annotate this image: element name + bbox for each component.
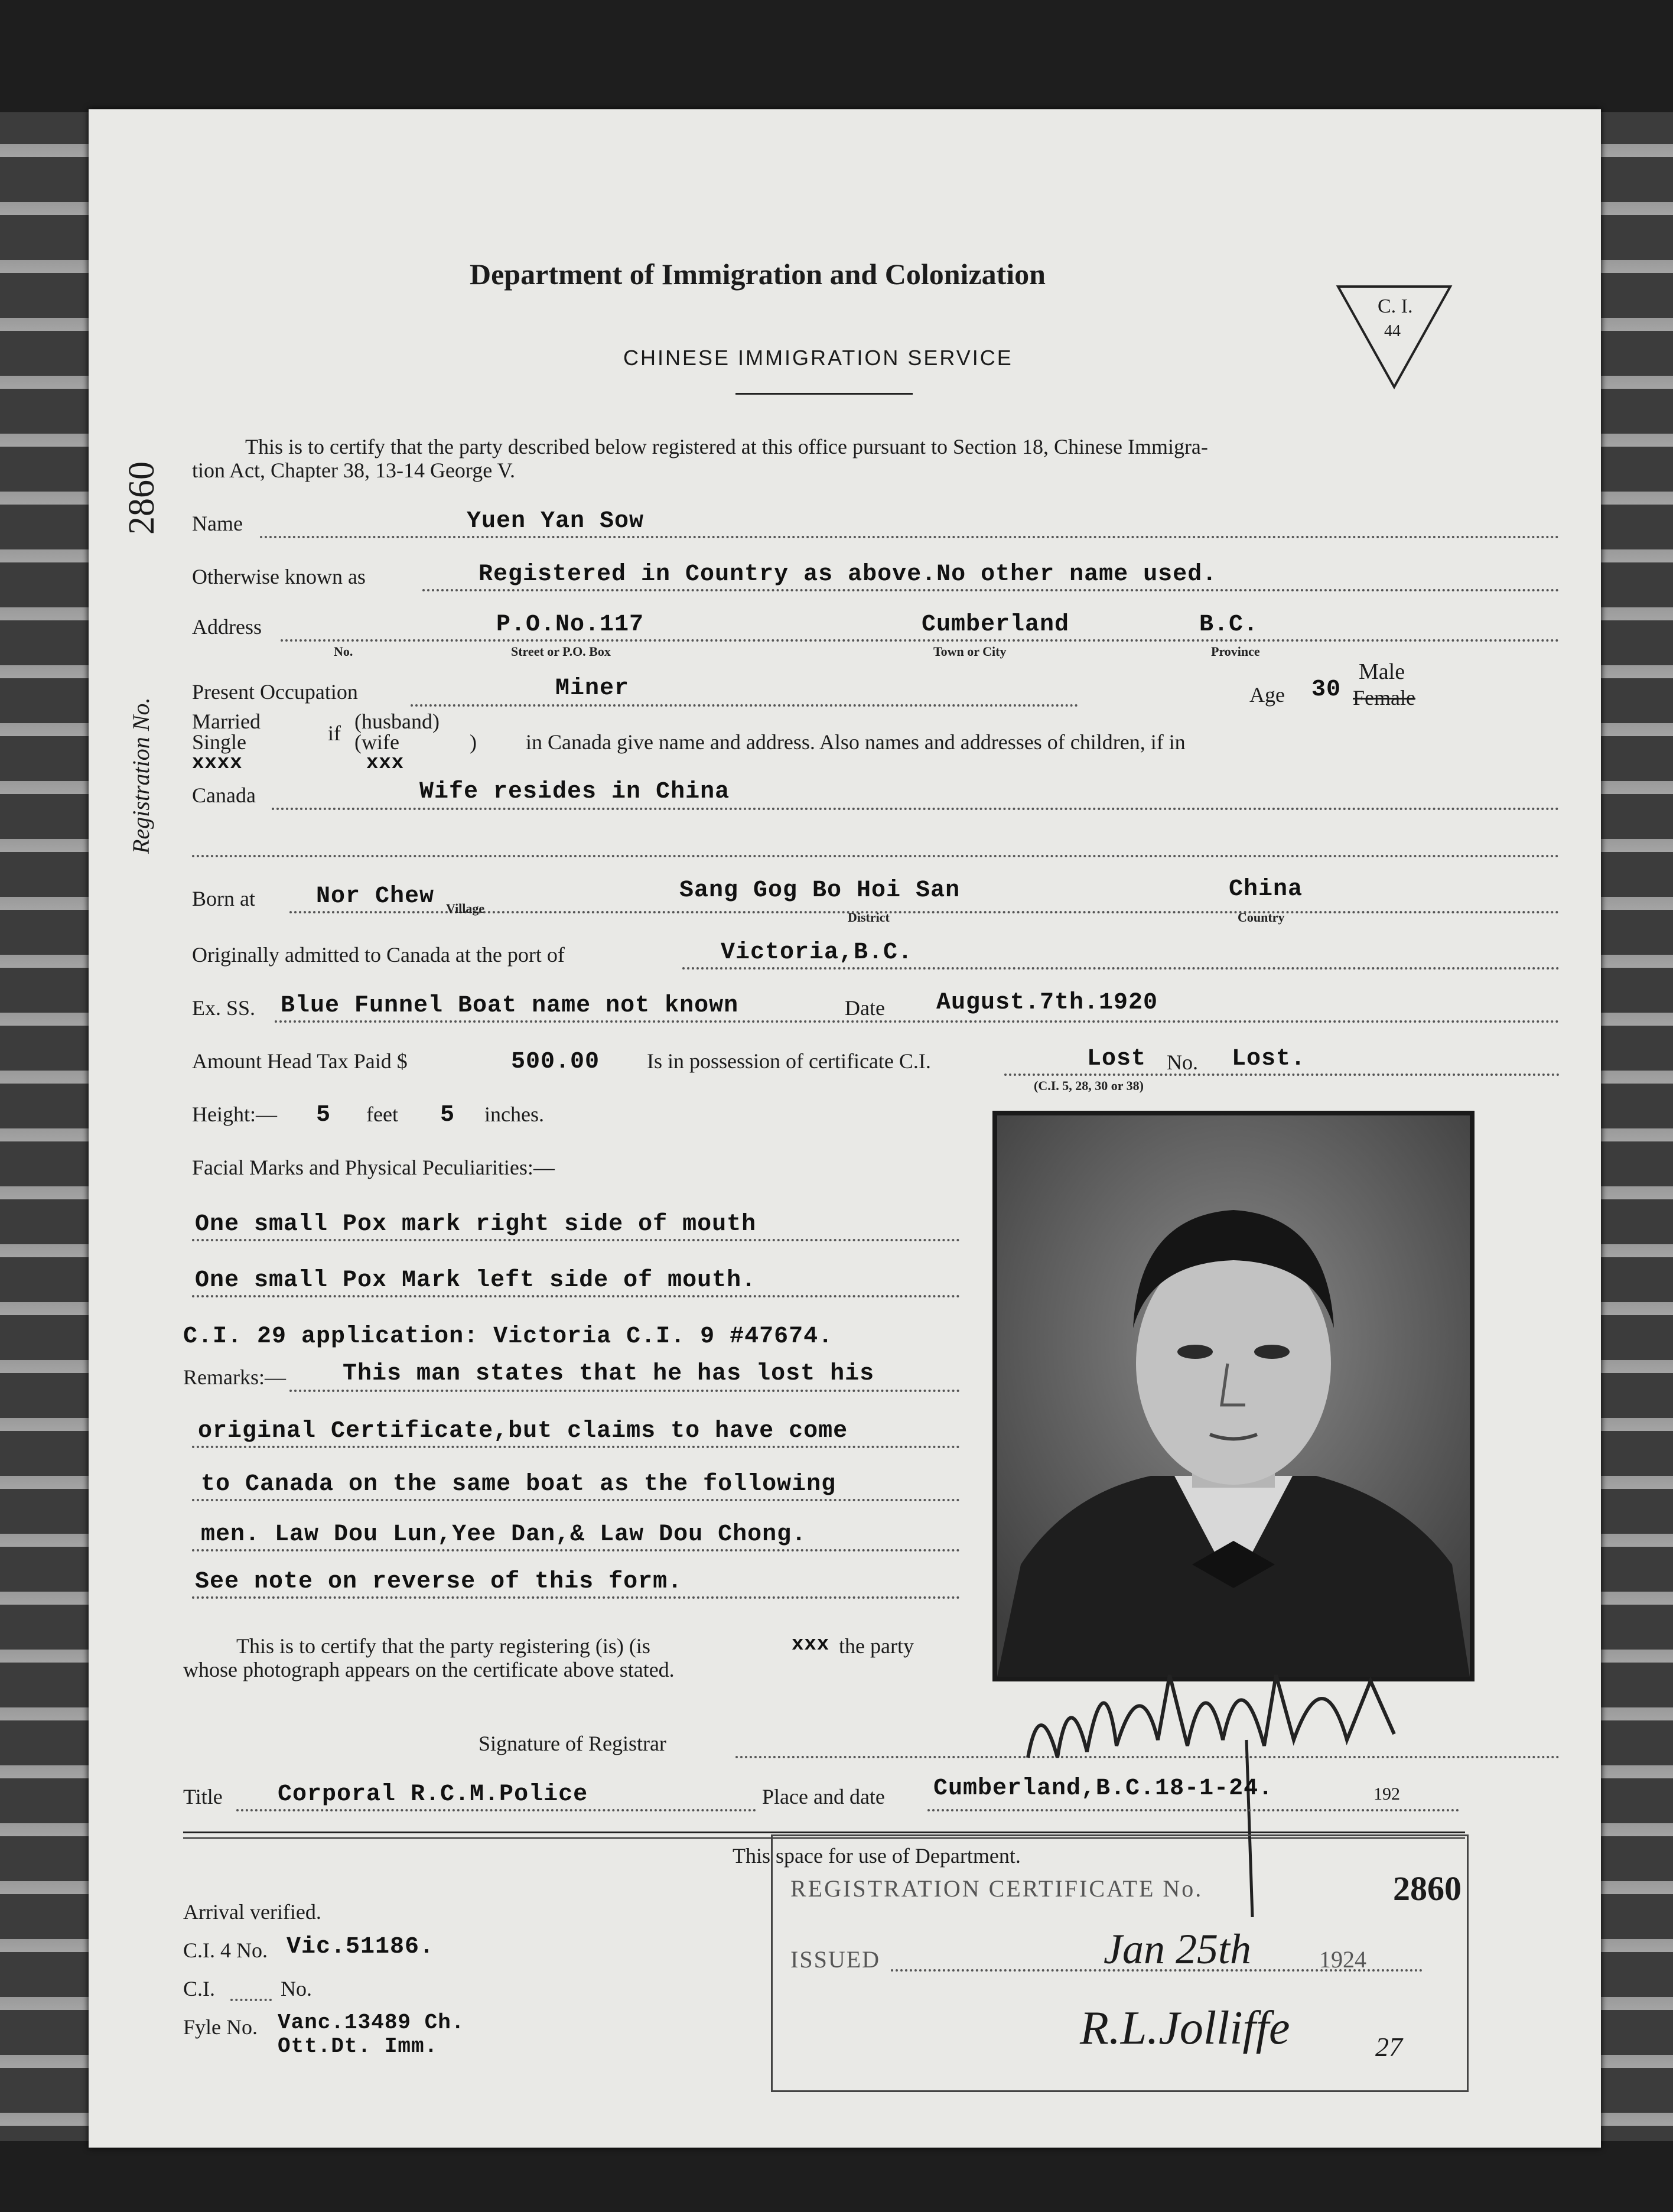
remarks-line-4 — [192, 1549, 960, 1551]
remarks-line-1 — [289, 1390, 960, 1392]
fyle-value-1: Vanc.13489 Ch. — [278, 2011, 465, 2035]
ci29-application: C.I. 29 application: Victoria C.I. 9 #47674. — [183, 1323, 834, 1350]
known-as-value: Registered in Country as above.No other name used. — [479, 561, 1218, 588]
cert-no-value: Lost. — [1232, 1046, 1306, 1072]
cert-no-label: No. — [1167, 1050, 1198, 1074]
canada-value: Wife resides in China — [419, 779, 730, 805]
husband-label: (husband) — [354, 710, 440, 733]
remarks-line-2 — [192, 1446, 960, 1448]
in-canada-instruction: in Canada give name and address. Also names and addresses of children, if in — [526, 730, 1186, 754]
known-as-line — [422, 589, 1560, 591]
head-tax-label: Amount Head Tax Paid $ — [192, 1049, 408, 1073]
head-tax-value: 500.00 — [511, 1049, 600, 1075]
age-label: Age — [1249, 683, 1285, 707]
country-caption: Country — [1238, 910, 1285, 925]
date-value: August.7th.1920 — [936, 990, 1158, 1016]
issued-label: ISSUED — [790, 1946, 881, 1973]
occupation-line — [411, 704, 1078, 707]
title-label: Title — [183, 1785, 223, 1808]
reg-cert-label: REGISTRATION CERTIFICATE No. — [790, 1875, 1203, 1902]
ci4-label: C.I. 4 No. — [183, 1938, 268, 1962]
address-province-value: B.C. — [1199, 611, 1259, 638]
age-value: 30 — [1311, 676, 1342, 703]
remarks-line5: See note on reverse of this form. — [195, 1569, 683, 1595]
address-street-caption: Street or P.O. Box — [511, 644, 611, 659]
department-space-label: This space for use of Department. — [733, 1844, 1021, 1868]
occupation-label: Present Occupation — [192, 680, 358, 704]
header-underline — [735, 393, 913, 395]
margin-registration-number: 2860 — [122, 461, 162, 535]
department-stamp-box — [771, 1834, 1469, 2092]
port-value: Victoria,B.C. — [721, 939, 913, 966]
background-bottom-band — [0, 2141, 1673, 2212]
admitted-line — [682, 967, 1560, 970]
arrival-verified-label: Arrival verified. — [183, 1900, 321, 1924]
ci-note: (C.I. 5, 28, 30 or 38) — [1034, 1078, 1144, 1093]
single-label: Single — [192, 730, 247, 754]
canada-label: Canada — [192, 783, 256, 807]
year-prefix: 192 — [1373, 1784, 1400, 1804]
known-as-label: Otherwise known as — [192, 565, 366, 588]
address-province-caption: Province — [1211, 644, 1260, 659]
date-label: Date — [845, 996, 885, 1020]
reg-cert-no: 2860 — [1393, 1869, 1462, 1908]
intro-line2: tion Act, Chapter 38, 13-14 George V. — [192, 458, 515, 482]
certify-line1: This is to certify that the party registering (is) (is — [236, 1634, 650, 1658]
remarks-line1: This man states that he has lost his — [343, 1361, 875, 1387]
ci-no-label: No. — [281, 1977, 312, 2000]
canada-line — [272, 808, 1560, 810]
address-town-caption: Town or City — [933, 644, 1007, 659]
background-top-band — [0, 0, 1673, 112]
height-feet-value: 5 — [316, 1102, 331, 1128]
fyle-label: Fyle No. — [183, 2015, 258, 2039]
fyle-value-2: Ott.Dt. Imm. — [278, 2034, 438, 2058]
margin-registration-label: Registration No. — [128, 697, 154, 854]
place-date-line — [927, 1809, 1459, 1811]
certify-line1-end: the party — [839, 1634, 914, 1658]
badge-line1: C. I. — [1378, 295, 1413, 317]
possession-value: Lost — [1087, 1046, 1147, 1072]
address-town-value: Cumberland — [922, 611, 1070, 638]
address-line — [281, 639, 1560, 642]
facial-line-1 — [192, 1239, 960, 1241]
ci-label: C.I. — [183, 1977, 215, 2000]
wife-label: (wife — [354, 730, 399, 754]
ci4-value: Vic.51186. — [287, 1934, 435, 1960]
remarks-line4: men. Law Dou Lun,Yee Dan,& Law Dou Chong. — [201, 1521, 807, 1548]
country-value: China — [1229, 876, 1303, 903]
single-mark: xxxx — [192, 752, 243, 775]
facial-line-2 — [192, 1295, 960, 1297]
address-street-value: P.O.No.117 — [496, 611, 645, 638]
ci-44-badge — [1335, 284, 1453, 390]
address-no-caption: No. — [334, 644, 353, 659]
name-line — [260, 536, 1560, 538]
title-line — [236, 1809, 756, 1811]
possession-label: Is in possession of certificate C.I. — [647, 1049, 931, 1073]
is-not-mark: xxx — [792, 1634, 830, 1656]
remarks-label: Remarks:— — [183, 1365, 286, 1389]
issued-year: 1924 — [1319, 1946, 1366, 1973]
village-caption: Village — [446, 901, 485, 916]
possession-line — [1004, 1074, 1560, 1076]
facial-mark-1: One small Pox mark right side of mouth — [195, 1211, 757, 1238]
canada-line-2 — [192, 855, 1560, 857]
name-value: Yuen Yan Sow — [467, 508, 645, 535]
admitted-label: Originally admitted to Canada at the port of — [192, 943, 565, 967]
height-inches-value: 5 — [440, 1102, 455, 1128]
occupation-value: Miner — [555, 675, 630, 702]
feet-label: feet — [366, 1102, 398, 1126]
paren-close: ) — [470, 730, 477, 754]
sex-value: Male — [1359, 659, 1405, 684]
intro-line1: This is to certify that the party described below registered at this office pursuant to Section 18, Chinese Immigra- — [245, 435, 1208, 458]
badge-line2: 44 — [1384, 322, 1401, 340]
ci-line — [230, 1999, 272, 2001]
remarks-line3: to Canada on the same boat as the following — [201, 1471, 836, 1498]
height-label: Height:— — [192, 1102, 277, 1126]
service-title: CHINESE IMMIGRATION SERVICE — [623, 346, 1013, 370]
inches-label: inches. — [484, 1102, 544, 1126]
district-caption: District — [848, 910, 890, 925]
village-value: Nor Chew — [316, 883, 435, 910]
certificate-card — [89, 109, 1601, 2148]
issuer-code: 27 — [1375, 2032, 1402, 2062]
ship-value: Blue Funnel Boat name not known — [281, 993, 739, 1019]
remarks-line-3 — [192, 1499, 960, 1501]
married-label: Married — [192, 710, 261, 733]
place-date-label: Place and date — [762, 1785, 885, 1808]
title-value: Corporal R.C.M.Police — [278, 1781, 588, 1808]
remarks-line-5 — [192, 1596, 960, 1599]
wife-mark: xxx — [366, 752, 405, 775]
ex-ss-label: Ex. SS. — [192, 996, 256, 1020]
divider-rule — [183, 1832, 1465, 1833]
sex-struck-value: Female — [1353, 686, 1415, 710]
ex-ss-line — [275, 1020, 1560, 1023]
if-label: if — [328, 721, 341, 745]
place-date-value: Cumberland,B.C.18-1-24. — [933, 1775, 1274, 1802]
issuer-signature: R.L.Jolliffe — [1080, 2002, 1290, 2054]
district-value: Sang Gog Bo Hoi San — [679, 877, 961, 904]
facial-mark-2: One small Pox Mark left side of mouth. — [195, 1267, 757, 1294]
signature-label: Signature of Registrar — [479, 1732, 666, 1755]
name-label: Name — [192, 512, 243, 535]
address-label: Address — [192, 615, 262, 639]
portrait-photo — [992, 1111, 1475, 1681]
portrait-image — [997, 1115, 1470, 1677]
remarks-line2: original Certificate,but claims to have come — [198, 1418, 848, 1445]
department-title: Department of Immigration and Colonization — [470, 258, 1046, 291]
certify-line2: whose photograph appears on the certificate above stated. — [183, 1658, 675, 1681]
born-at-label: Born at — [192, 887, 255, 910]
issued-date: Jan 25th — [1104, 1925, 1251, 1973]
facial-marks-label: Facial Marks and Physical Peculiarities:— — [192, 1156, 555, 1179]
